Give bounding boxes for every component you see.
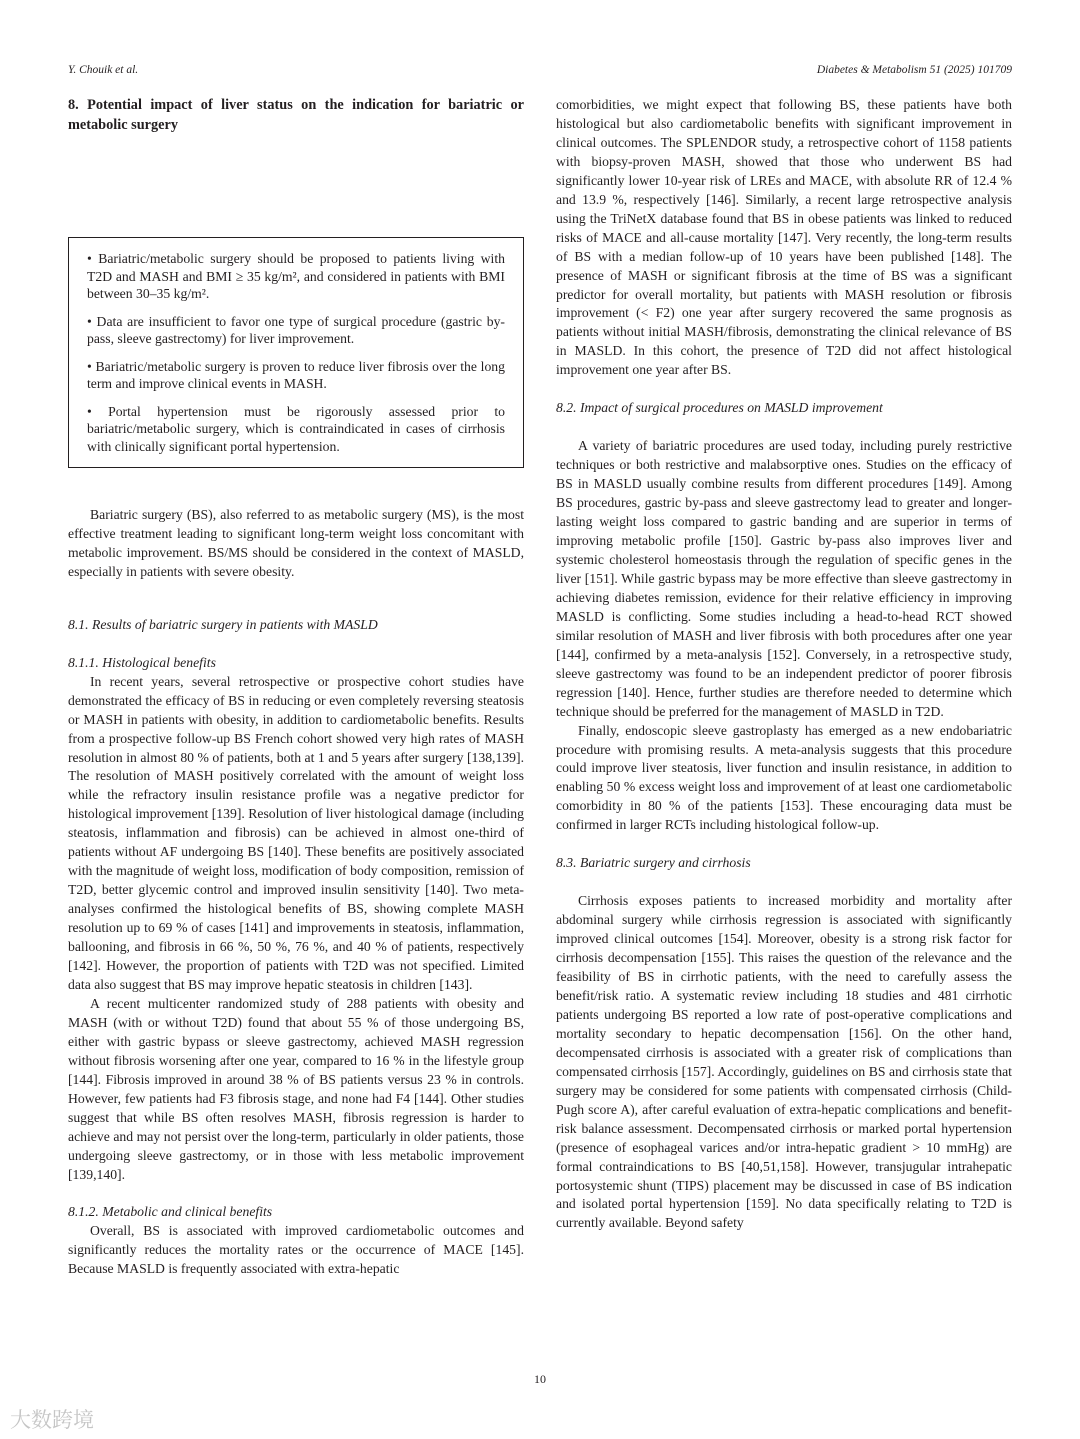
paragraph: In recent years, several retrospective or prospective cohort studies have demonstrated the efficacy of BS in reducing or even completely reversing steatosis or MASH in patients with obesity, in addition to cardiometabolic benefits. Results from a prospective follow-up BS French cohort showed very high rates of MASH resolution in almost 80 % of patients, both at 1 and 5 years after surgery [138,139]. The resolution of MASH positively correlated with the amount of weight loss while the refractory insulin resistance profile was a negative predictor for histological improvement [139]. Resolution of liver histological damage (including steatosis, inflammation and fibrosis) can be achieved in almost one-third of patients without AF undergoing BS [140]. These benefits are positively associated with the magnitude of weight loss, modification of body composition, remission of T2D, better glycemic control and improved insulin sensitivity [140]. Two meta-analyses confirmed the histological benefits of BS, showing complete MASH resolution up to 69 % of cases [141] and improvements in steatosis, inflammation, ballooning, and fibrosis in 66 %, 50 %, 76 %, and 40 % of patients, respectively [142]. However, the proportion of patients with T2D was not specified. Limited data also suggest that BS may improve hepatic steatosis in children [143]. [68, 673, 524, 992]
paragraph: comorbidities, we might expect that following BS, these patients have both histological but also cardiometabolic benefits with significant improvement in clinical outcomes. The SPLENDOR study, a retrospective cohort of 1158 patients with biopsy-proven MASH, showed that those who underwent BS had significantly lower 10-year risk of LREs and MACE, with absolute RR of 12.4 % and 13.9 %, respectively [146]. Similarly, a recent large retrospective analysis using the TriNetX database found that BS in obese patients was linked to reduced risks of MACE and all-cause mortality [147]. Very recently, the long-term results of BS with a median follow-up of 10 years have been published [148]. The presence of MASH or significant fibrosis at the time of BS was a significant predictor for overall mortality, but patients with MASH resolution or fibrosis improvement (< F2) one year after surgery recovered the same prognosis as patients without initial MASH/fibrosis, demonstrating the clinical relevance of BS in MASLD. In this cohort, the presence of T2D did not affect histological improvement one year after BS. [556, 97, 1012, 378]
key-point: • Portal hypertension must be rigorously assessed prior to bariatric/metabolic surgery, which is contraindicated in cases of cirrhosis with clinically significant portal hypertension. [87, 403, 505, 454]
subsubsection-title: 8.1.1. Histological benefits [68, 654, 216, 670]
subsection-title: 8.3. Bariatric surgery and cirrhosis [556, 855, 751, 871]
subsubsection-title: 8.1.2. Metabolic and clinical benefits [68, 1204, 273, 1220]
paragraph: Finally, endoscopic sleeve gastroplasty has emerged as a new endobariatric procedure with promising results. A meta-analysis suggests that this procedure could improve liver steatosis, liver function and insulin resistance, in addition to enabling 50 % excess weight loss and improvement of at least one cardiometabolic comorbidity in 80 % of the patients [153]. These encouraging data must be confirmed in larger RCTs including histological follow-up. [556, 722, 1012, 833]
paragraph: Overall, BS is associated with improved cardiometabolic outcomes and significantly reduces the mortality rates or the occurrence of MACE [145]. Because MASLD is frequently associated with extra-hepatic [68, 1223, 524, 1277]
running-header-journal: Diabetes & Metabolism 51 (2025) 101709 [816, 64, 1012, 76]
paragraph: A recent multicenter randomized study of 288 patients with obesity and MASH (with or without T2D) found that about 55 % of those undergoing BS, either with gastric bypass or sleeve gastrectomy, achieved MASH regression without fibrosis worsening after one year, compared to 16 % in the lifestyle group [144]. Fibrosis improved in around 38 % of BS patients versus 23 % in controls. However, few patients had F3 fibrosis stage, and none had F4 [144]. Other studies suggest that while BS often resolves MASH, fibrosis regression is harder to achieve and may not persist over the long-term, particularly in older patients, those undergoing sleeve gastrectomy, or in those with less metabolic improvement [139,140]. [68, 995, 524, 1182]
key-point: • Data are insufficient to favor one type of surgical procedure (gastric by-pass, sleeve gastrectomy) for liver improvement. [87, 313, 505, 346]
right-column [556, 96, 1012, 1233]
key-points-box [68, 237, 524, 468]
section-title: 8. Potential impact of liver status on the indication for bariatric or metabolic surgery [68, 97, 524, 133]
subsection-title: 8.1. Results of bariatric surgery in patients with MASLD [68, 616, 378, 632]
key-point: • Bariatric/metabolic surgery is proven to reduce liver fibrosis over the long term and improve clinical events in MASH. [87, 358, 505, 391]
paragraph: Cirrhosis exposes patients to increased morbidity and mortality after abdominal surgery while cirrhosis regression is associated with significantly improved clinical outcomes [154]. Moreover, obesity is a strong risk factor for cirrhosis decompensation [155]. This raises the question of the relevance and the feasibility of BS in cirrhotic patients, with the need to carefully assess the benefit/risk ratio. A systematic review including 18 studies and 481 cirrhotic patients undergoing BS reported a low rate of post-operative complications and mortality secondary to hepatic decompensation [156]. On the other hand, decompensated cirrhosis is associated with a greater risk of complications than compensated cirrhosis [157]. Accordingly, guidelines on BS and cirrhosis state that surgery may be considered for some patients with compensated cirrhosis (Child-Pugh score A), after careful evaluation of extra-hepatic complications and benefit-risk balance assessment. Decompensated cirrhosis or marked portal hypertension (presence of esophageal varices and/or intra-hepatic gradient > 10 mmHg) are formal contraindications to BS [40,51,158]. However, transjugular intrahepatic portosystemic shunt (TIPS) placement may be discussed in case of BS indication and isolated portal hypertension [159]. No data specifically relating to T2D is currently available. Beyond safety [556, 893, 1012, 1231]
key-point: • Bariatric/metabolic surgery should be proposed to patients living with T2D and MASH and BMI ≥ 35 kg/m², and considered in patients with BMI between 30–35 kg/m². [87, 251, 505, 301]
page-number: 10 [534, 1372, 546, 1386]
watermark-logo: 大数跨境 [10, 1408, 94, 1432]
subsection-title: 8.2. Impact of surgical procedures on MASLD improvement [556, 400, 883, 416]
left-column [68, 96, 524, 1279]
intro-paragraph: Bariatric surgery (BS), also referred to as metabolic surgery (MS), is the most effective treatment leading to significant long-term weight loss concomitant with metabolic improvement. BS/MS should be considered in the context of MASLD, especially in patients with severe obesity. [68, 507, 524, 579]
running-header-authors: Y. Chouik et al. [68, 64, 139, 76]
paragraph: A variety of bariatric procedures are used today, including purely restrictive techniques or both restrictive and malabsorptive ones. Studies on the efficacy of BS in MASLD usually combine results from different procedures [149]. Among BS procedures, gastric by-pass and sleeve gastrectomy lead to greater and longer-lasting weight loss compared to gastric banding and are superior in terms of improving metabolic profile [150]. Gastric by-pass also improves liver and systemic cholesterol homeostasis through the regulation of specific genes in the liver [151]. While gastric bypass may be more effective than sleeve gastrectomy in achieving diabetes remission, evidence for their relative efficiency in improving MASLD is conflicting. Some studies including a head-to-head RCT showed similar resolution of MASH and liver fibrosis with both procedures after one year [144], confirmed by a meta-analysis [152]. Conversely, in a retrospective study, sleeve gastrectomy was found to be an independent predictor of poorer fibrosis regression [140]. Hence, further studies are therefore needed to determine which technique should be preferred for the management of MASLD in T2D. [556, 438, 1012, 719]
